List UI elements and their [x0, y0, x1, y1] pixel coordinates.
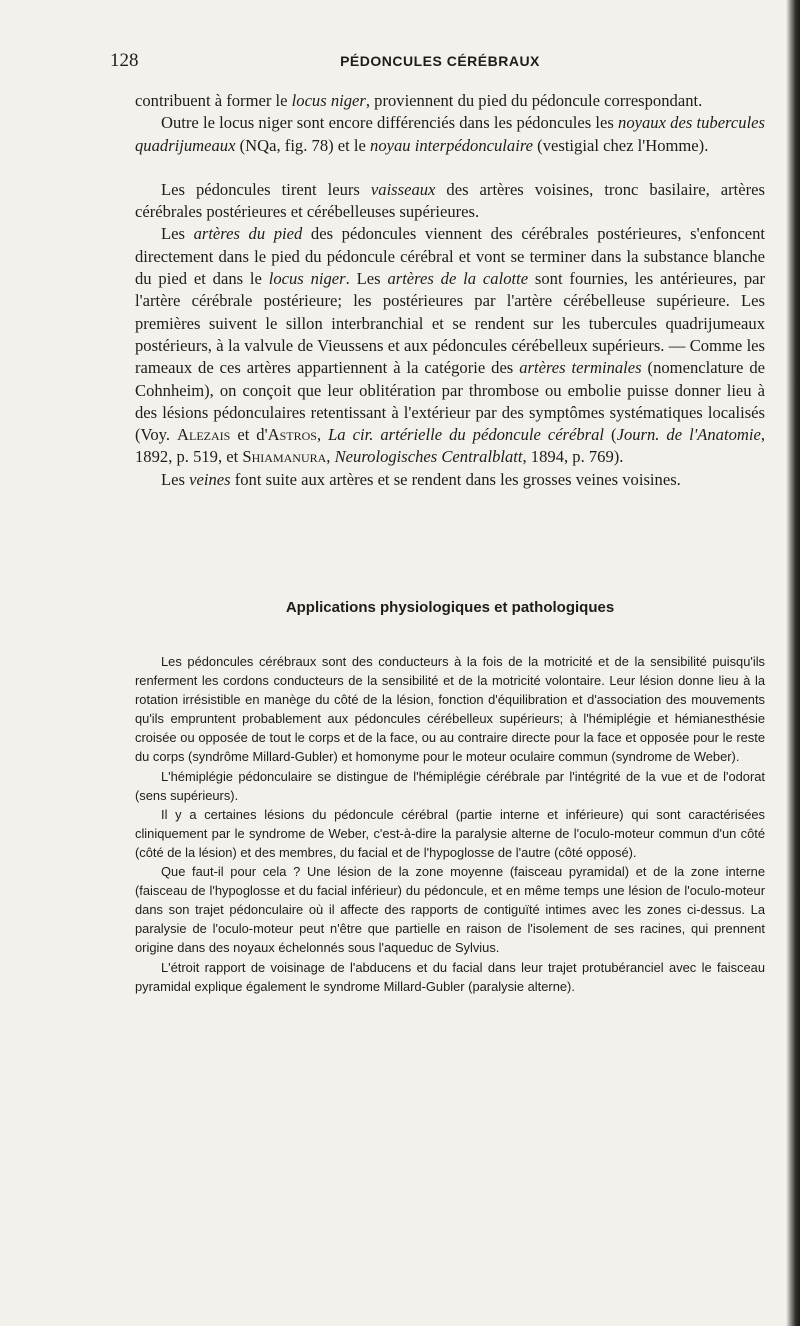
paragraph-arteres: Les artères du pied des pédoncules viennent des cérébrales postérieures, s'enfoncent directement dans le pied du pédoncule cérébral et vont se terminer dans la substance blanche du pied et dans le locus niger. Les artères de la calotte sont fournies, les antérieures, par l'artère cérébrale postérieure; les postérieures par l'artère cérébelleuse supérieure. Les premières suivent le sillon interbranchial et se rendent sur les tubercules quadrijumeaux postérieurs, à la valvule de Vieussens et aux pédoncules cérébelleux supérieurs. — Comme les rameaux de ces artères appartiennent à la catégorie des artères terminales (nomenclature de Cohnheim), on conçoit que leur oblitération par thrombose ou embolie puisse donner lieu à des lésions pédonculaires retentissant à l'extérieur par des symptômes systématiques localisés (Voy. Alezais et d'Astros, La cir. artérielle du pédoncule cérébral (Journ. de l'Anatomie, 1892, p. 519, et Shiamanura, Neurologisches Centralblatt, 1894, p. 769). [135, 224, 766, 467]
body-text [135, 90, 765, 491]
small-paragraph: Que faut-il pour cela ? Une lésion de la zone moyenne (faisceau pyramidal) et de la zone interne (faisceau de l'hypoglosse et du facial inférieur) du pédoncule, et en même temps une lésion de l'oculo-moteur dans son trajet pédonculaire où il affecte des rapports de contiguïté intimes avec les zones ci-dessus. La paralysie de l'oculo-moteur peut n'être que partielle en raison de l'isolement de ses racines, qui prennent origine dans des noyaux échelonnés sous l'aqueduc de Sylvius. [135, 864, 765, 956]
paragraph-locus-niger: contribuent à former le locus niger, proviennent du pied du pédoncule correspondant. [135, 91, 703, 110]
running-head: PÉDONCULES CÉRÉBRAUX [340, 53, 540, 69]
small-paragraph: Les pédoncules cérébraux sont des conducteurs à la fois de la motricité et de la sensibilité puisqu'ils renferment les cordons conducteurs de la sensibilité et de la motricité volontaire. Leur lésion donne lieu à la rotation irrésistible en manège du côté de la lésion, fonction d'équilibration et d'association des mouvements qu'ils empruntent probablement aux pédoncules cérébelleux supérieurs; à l'hémiplégie et hémianesthésie croisée ou opposée de tout le corps et de la face, ou au contraire directe pour la face et opposée pour le reste du corps (syndrôme Millard-Gubler) et homonyme pour le moteur oculaire commun (syndrome de Weber). [135, 654, 765, 765]
small-paragraph: L'étroit rapport de voisinage de l'abducens et du facial dans leur trajet protubéranciel avec le faisceau pyramidal explique également le syndrome Millard-Gubler (paralysie alterne). [135, 959, 765, 994]
page-header [110, 50, 770, 76]
page-number: 128 [110, 50, 139, 71]
small-paragraph: Il y a certaines lésions du pédoncule cérébral (partie interne et inférieure) qui sont caractérisées cliniquement par le syndrome de Weber, c'est-à-dire la paralysie alterne de l'oculo-moteur commun d'un côté (côté de la lésion) et des membres, du facial et de l'hypoglosse de l'autre (côté opposé). [135, 806, 765, 860]
applications-text [135, 652, 765, 996]
section-title: Applications physiologiques et pathologiques [285, 599, 615, 616]
page-binding-shadow [786, 0, 800, 1326]
paragraph-noyaux: Outre le locus niger sont encore différenciés dans les pédoncules les noyaux des tubercules quadrijumeaux (NQa, fig. 78) et le noyau interpédonculaire (vestigial chez l'Homme). [135, 113, 765, 155]
paragraph-veines: Les veines font suite aux artères et se rendent dans les grosses veines voisines. [161, 469, 681, 489]
small-paragraph: L'hémiplégie pédonculaire se distingue de l'hémiplégie cérébrale par l'intégrité de la vue et de l'odorat (sens supérieurs). [135, 768, 765, 803]
paragraph-vaisseaux: Les pédoncules tirent leurs vaisseaux des artères voisines, tronc basilaire, artères cérébrales postérieures et cérébelleuses supérieures. [135, 179, 765, 222]
